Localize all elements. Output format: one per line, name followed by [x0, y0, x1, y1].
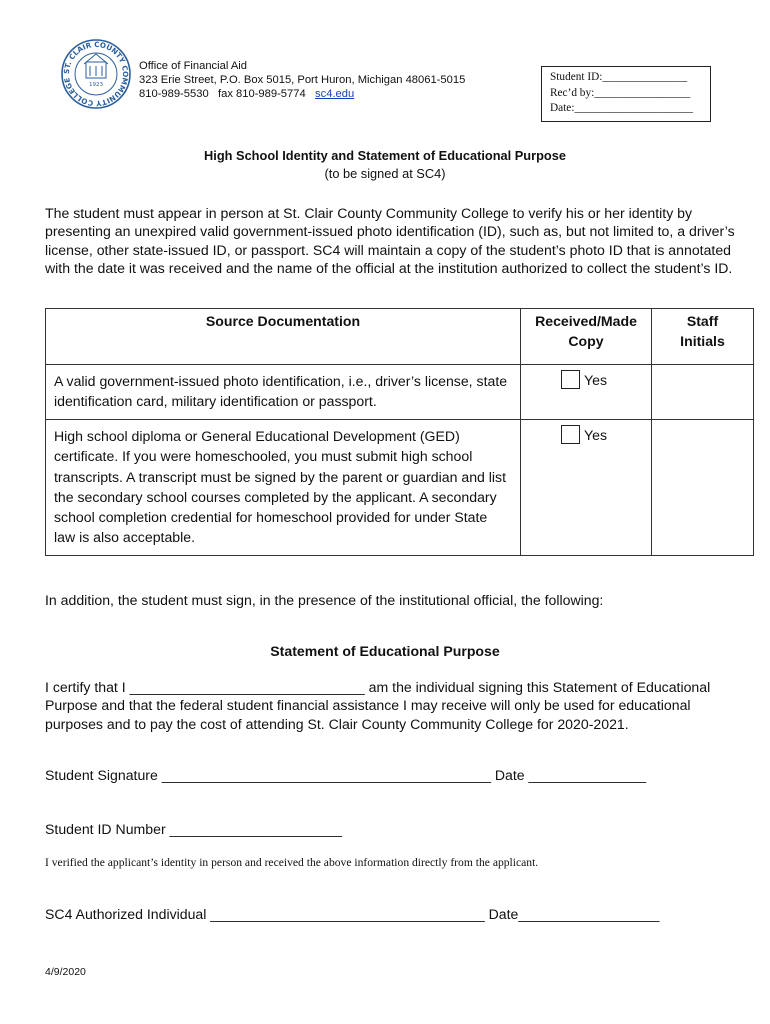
- office-header: [139, 59, 465, 101]
- seal-ring-text: ST. CLAIR COUNTY COMMUNITY COLLEGE: [61, 39, 131, 109]
- checkbox-label: Yes: [584, 372, 607, 388]
- verification-text: I verified the applicant’s identity in person and received the above information directly from the applicant.: [45, 856, 539, 869]
- authorized-signature-line[interactable]: SC4 Authorized Individual ___________________________________ Date__________________: [45, 906, 660, 922]
- intro-paragraph: The student must appear in person at St. Clair County Community College to verify his or her identity by presenting an unexpired valid government-issued photo identification (ID), such as, but not limited to, a driver’s license, other state-issued ID, or passport. SC4 will maintain a copy of the student’s photo ID that is annotated with the date it was received and the name of the official at the institution authorized to collect the student’s ID.: [45, 205, 735, 276]
- received-checkbox[interactable]: [561, 370, 580, 389]
- header-staff-line1: Staff: [686, 313, 719, 329]
- header-staff-line2: Initials: [680, 333, 725, 349]
- seal-year: 1923: [89, 82, 103, 88]
- received-cell: [521, 420, 652, 556]
- student-id-number-line[interactable]: Student ID Number ______________________: [45, 821, 342, 837]
- header-source: [46, 309, 521, 365]
- header-source-label: Source Documentation: [205, 313, 361, 329]
- office-use-box: [541, 66, 711, 122]
- website-link[interactable]: sc4.edu: [315, 88, 355, 100]
- table-row: [46, 420, 754, 556]
- row-description: A valid government-issued photo identification, i.e., driver’s license, state identification card, military identification or passport.: [46, 365, 521, 420]
- header-received-line2: Copy: [568, 333, 604, 349]
- header-received: [521, 309, 652, 365]
- office-phone-fax: 810-989-5530 fax 810-989-5774: [139, 88, 306, 100]
- document-title: High School Identity and Statement of Educational Purpose: [204, 148, 566, 163]
- office-name: Office of Financial Aid: [139, 60, 247, 72]
- document-subtitle: (to be signed at SC4): [324, 166, 446, 181]
- date-field[interactable]: Date:_____________________: [550, 102, 694, 114]
- documentation-table: [45, 308, 754, 556]
- table-row: [46, 365, 754, 420]
- statement-text: I certify that I ______________________________ am the individual signing this Statement of Educational Purpose and that the federal student financial assistance I may receive will only be used for educational purposes and to pay the cost of attending St. Clair County Community College for 2020-2021.: [45, 679, 711, 732]
- student-id-field[interactable]: Student ID:_______________: [550, 71, 688, 83]
- header-staff: [652, 309, 754, 365]
- received-checkbox[interactable]: [561, 425, 580, 444]
- footer-date: 4/9/2020: [45, 966, 86, 978]
- addition-text: In addition, the student must sign, in the presence of the institutional official, the following:: [45, 592, 604, 608]
- row-description: High school diploma or General Educational Development (GED) certificate. If you were homeschooled, you must submit high school transcripts. A transcript must be signed by the parent or guardian and list the secondary school courses completed by the applicant. A secondary school completion credential for homeschool provided for under State law is also acceptable.: [46, 420, 521, 556]
- college-seal-logo: [60, 38, 132, 110]
- staff-initials-cell[interactable]: [652, 365, 754, 420]
- office-address: 323 Erie Street, P.O. Box 5015, Port Huron, Michigan 48061-5015: [139, 74, 466, 86]
- received-by-field[interactable]: Rec’d by:_________________: [550, 86, 691, 99]
- header-received-line1: Received/Made: [535, 313, 637, 329]
- staff-initials-cell[interactable]: [652, 420, 754, 556]
- student-signature-line[interactable]: Student Signature __________________________________________ Date _______________: [45, 767, 647, 783]
- checkbox-label: Yes: [584, 427, 607, 443]
- received-cell: [521, 365, 652, 420]
- statement-heading: Statement of Educational Purpose: [270, 643, 500, 659]
